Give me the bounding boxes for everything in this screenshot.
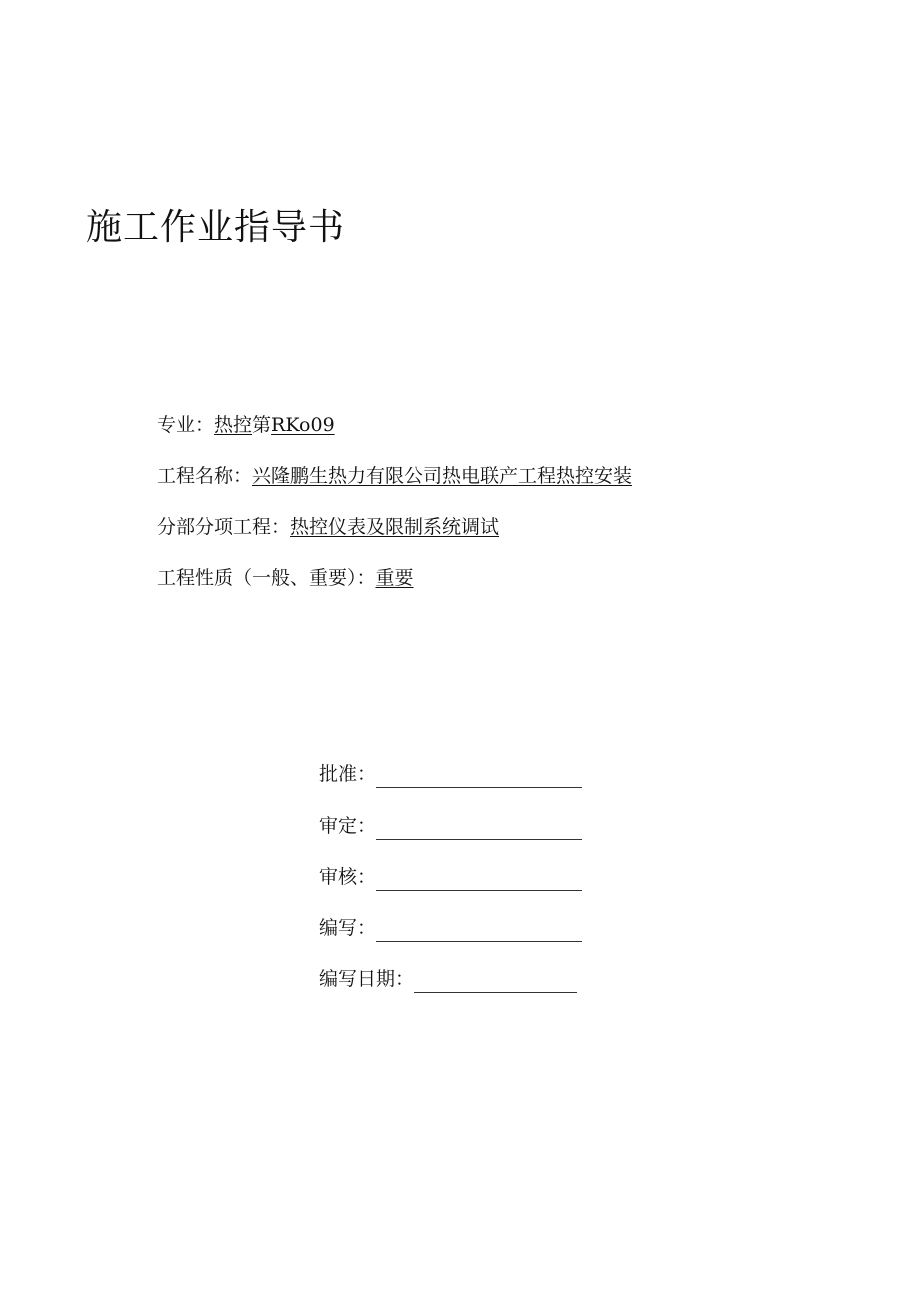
project-name-value: 兴隆鹏生热力有限公司热电联产工程热控安装 — [252, 465, 633, 487]
project-nature-value: 重要 — [375, 567, 414, 589]
author-row — [319, 914, 582, 942]
date-row — [319, 965, 577, 993]
sub-project-label: 分部分项工程： — [157, 516, 291, 538]
date-signature-line[interactable] — [414, 970, 577, 993]
review-signature-line[interactable] — [376, 868, 582, 891]
project-name-line — [157, 462, 632, 490]
review-label: 审核： — [319, 866, 377, 888]
approve-row — [319, 760, 582, 788]
project-nature-label: 工程性质（一般、重要）： — [157, 567, 376, 589]
author-signature-line[interactable] — [376, 919, 582, 942]
specialty-number: RKo09 — [271, 414, 335, 436]
document-title: 施工作业指导书 — [86, 207, 346, 248]
verify-label: 审定： — [319, 815, 377, 837]
specialty-value: 热控 — [214, 414, 253, 436]
verify-row — [319, 812, 582, 840]
author-label: 编写： — [319, 917, 377, 939]
review-row — [319, 863, 582, 891]
date-label: 编写日期： — [319, 968, 415, 990]
approve-label: 批准： — [319, 763, 377, 785]
sub-project-line — [157, 513, 499, 541]
sub-project-value: 热控仪表及限制系统调试 — [290, 516, 500, 538]
specialty-line — [157, 411, 335, 439]
verify-signature-line[interactable] — [376, 817, 582, 840]
specialty-label: 专业： — [157, 414, 215, 436]
project-nature-line — [157, 564, 414, 592]
project-name-label: 工程名称： — [157, 465, 253, 487]
specialty-number-prefix: 第 — [252, 414, 272, 436]
approve-signature-line[interactable] — [376, 765, 582, 788]
